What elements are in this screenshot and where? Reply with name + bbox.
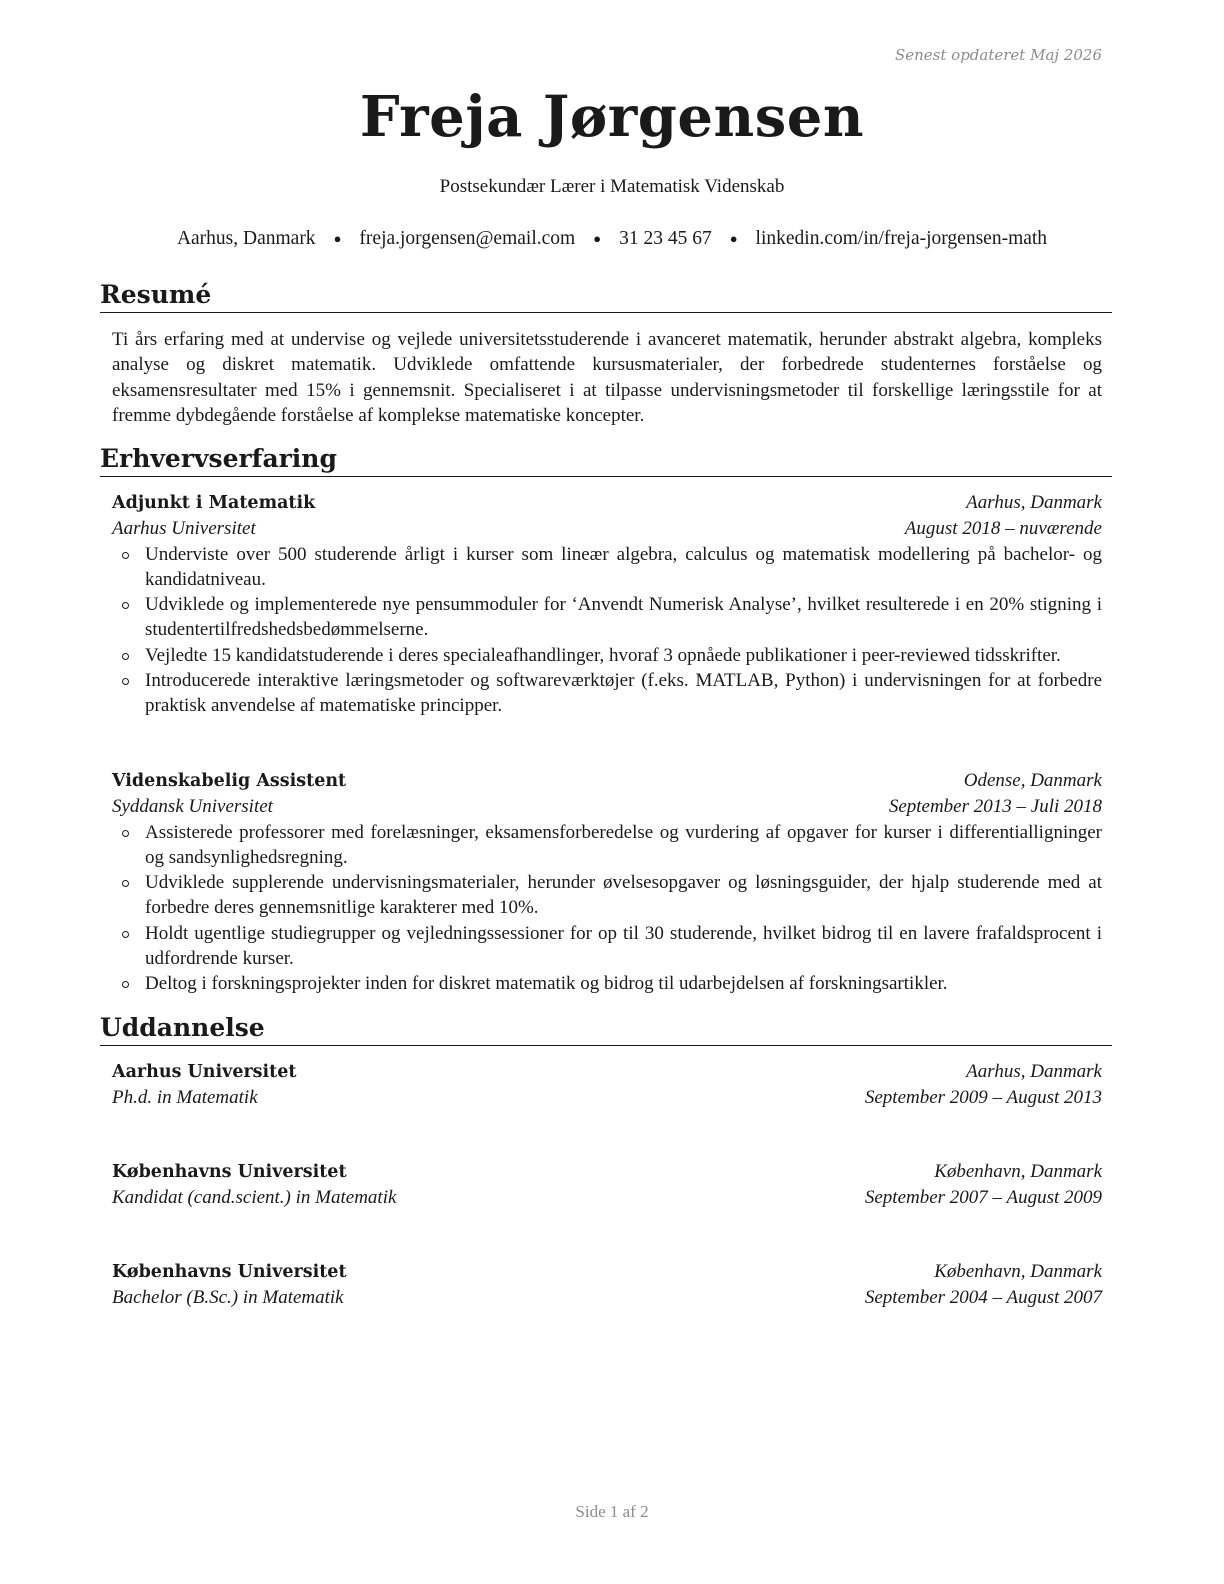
bullet-circle-icon	[122, 880, 129, 887]
bullet-item: Holdt ugentlige studiegrupper og vejledningssessioner for op til 30 studerende, hvilket bidrog til en lavere frafaldsprocent i udfordrende kurser.	[112, 921, 1102, 972]
degree: Ph.d. in Matematik	[112, 1087, 258, 1109]
separator-dot: ●	[593, 231, 602, 246]
bullet-circle-icon	[122, 830, 129, 837]
bullet-circle-icon	[122, 678, 129, 685]
school-name: Københavns Universitet	[112, 1162, 347, 1182]
section-title-summary: Resumé	[100, 280, 1112, 313]
education-entry	[112, 1259, 1102, 1311]
education-dates: September 2007 – August 2009	[864, 1187, 1102, 1209]
bullet-circle-icon	[122, 602, 129, 609]
education-entry	[112, 1159, 1102, 1211]
bullet-item: Assisterede professorer med forelæsninger, eksamensforberedelse og vurdering af opgaver for kurser i differentialligninger og sandsynlighedsregning.	[112, 820, 1102, 871]
section-title-education: Uddannelse	[100, 1013, 1112, 1046]
bullet-item: Introducerede interaktive læringsmetoder og softwareværktøjer (f.eks. MATLAB, Python) i undervisningen for at forbedre praktisk anvendelse af matematiske principper.	[112, 668, 1102, 719]
separator-dot: ●	[333, 231, 342, 246]
last-updated-note: Senest opdateret Maj 2026	[894, 46, 1102, 64]
section-title-experience: Erhvervserfaring	[100, 444, 1112, 477]
degree: Kandidat (cand.scient.) in Matematik	[112, 1187, 397, 1209]
job-organization: Syddansk Universitet	[112, 796, 273, 818]
school-location: Aarhus, Danmark	[966, 1061, 1102, 1082]
bullet-item: Udviklede og implementerede nye pensummoduler for ‘Anvendt Numerisk Analyse’, hvilket resulterede i en 20% stigning i studentertilfredshedsbedømmelserne.	[112, 592, 1102, 643]
job-bullets	[112, 542, 1102, 719]
experience-section	[100, 444, 1112, 1004]
education-section	[100, 1013, 1112, 1353]
bullet-item: Udviklede supplerende undervisningsmaterialer, herunder øvelsesopgaver og løsningsguider, der hjalp studerende med at forbedre deres gennemsnitlige karakterer med 10%.	[112, 870, 1102, 921]
bullet-item: Deltog i forskningsprojekter inden for diskret matematik og bidrog til udarbejdelsen af forskningsartikler.	[112, 971, 1102, 996]
job-dates: September 2013 – Juli 2018	[888, 796, 1102, 818]
education-dates: September 2004 – August 2007	[864, 1287, 1102, 1309]
job-title: Postsekundær Lærer i Matematisk Videnskab	[439, 176, 785, 197]
degree: Bachelor (B.Sc.) in Matematik	[112, 1287, 344, 1309]
contact-line	[0, 228, 1224, 250]
job-location: Aarhus, Danmark	[966, 492, 1102, 513]
bullet-item: Underviste over 500 studerende årligt i kurser som lineær algebra, calculus og matematisk modellering på bachelor- og kandidatniveau.	[112, 542, 1102, 593]
contact-location: Aarhus, Danmark	[176, 228, 316, 249]
bullet-circle-icon	[122, 653, 129, 660]
contact-phone: 31 23 45 67	[619, 228, 712, 249]
job-organization: Aarhus Universitet	[112, 518, 256, 540]
bullet-circle-icon	[122, 931, 129, 938]
job-role: Videnskabelig Assistent	[112, 771, 347, 791]
school-location: København, Danmark	[934, 1161, 1102, 1182]
bullet-circle-icon	[122, 552, 129, 559]
candidate-name: Freja Jørgensen	[359, 84, 865, 150]
education-entry	[112, 1059, 1102, 1111]
job-bullets	[112, 820, 1102, 997]
page-number: Side 1 af 2	[575, 1502, 649, 1521]
bullet-circle-icon	[122, 981, 129, 988]
school-name: Københavns Universitet	[112, 1262, 347, 1282]
bullet-item: Vejledte 15 kandidatstuderende i deres specialeafhandlinger, hvoraf 3 opnåede publikationer i peer-reviewed tidsskrifter.	[112, 643, 1102, 668]
school-location: København, Danmark	[934, 1261, 1102, 1282]
contact-linkedin[interactable]: linkedin.com/in/freja-jorgensen-math	[755, 228, 1048, 249]
separator-dot: ●	[729, 231, 738, 246]
job-entry	[112, 768, 1102, 997]
job-location: Odense, Danmark	[963, 770, 1102, 791]
job-dates: August 2018 – nuværende	[904, 518, 1102, 540]
job-role: Adjunkt i Matematik	[112, 493, 316, 513]
education-dates: September 2009 – August 2013	[864, 1087, 1102, 1109]
summary-text: Ti års erfaring med at undervise og vejlede universitetsstuderende i avanceret matematik, herunder abstrakt algebra, kompleks analyse og diskret matematik. Udviklede omfattende kursusmaterialer, der forbedrede studenternes forståelse og eksamensresultater med 15% i gennemsnit. Specialiseret i at tilpasse undervisningsmetoder til forskellige læringsstile for at fremme dybdegående forståelse af komplekse matematiske koncepter.	[112, 329, 1102, 426]
school-name: Aarhus Universitet	[112, 1062, 297, 1082]
contact-email[interactable]: freja.jorgensen@email.com	[359, 228, 576, 249]
job-entry	[112, 490, 1102, 719]
summary-section	[100, 280, 1112, 428]
